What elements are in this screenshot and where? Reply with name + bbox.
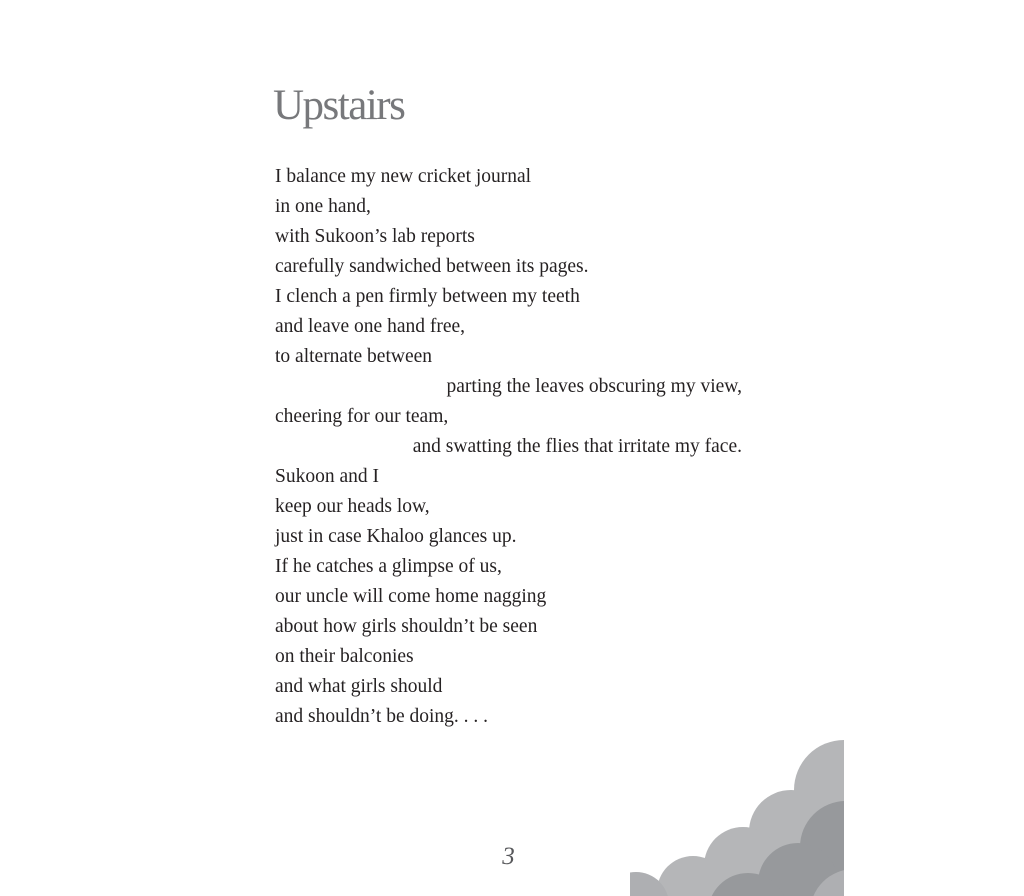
poem-line: carefully sandwiched between its pages. — [275, 256, 589, 277]
poem-line: on their balconies — [275, 646, 414, 667]
poem-line: cheering for our team, — [275, 406, 449, 427]
poem-line: to alternate between — [275, 346, 432, 367]
poem-line: I clench a pen firmly between my teeth — [275, 286, 580, 307]
poem-line: If he catches a glimpse of us, — [275, 556, 502, 577]
poem-line: in one hand, — [275, 196, 371, 217]
page-number: 3 — [502, 843, 515, 870]
poem-line: our uncle will come home nagging — [275, 586, 547, 607]
poem-line: just in case Khaloo glances up. — [275, 526, 517, 547]
poem-line: and shouldn’t be doing. . . . — [275, 706, 489, 727]
poem-title: Upstairs — [273, 82, 405, 129]
poem-line: keep our heads low, — [275, 496, 430, 517]
poem-body — [275, 162, 742, 732]
poem-line: Sukoon and I — [275, 466, 379, 487]
cloud-corner-ornament-icon — [630, 735, 844, 896]
poem-line: with Sukoon’s lab reports — [275, 226, 475, 247]
poem-line-indented: and swatting the flies that irritate my face. — [412, 436, 742, 457]
poem-line: and what girls should — [275, 676, 443, 697]
poem-line: and leave one hand free, — [275, 316, 466, 337]
poem-line: I balance my new cricket journal — [275, 166, 532, 187]
poem-line-indented: parting the leaves obscuring my view, — [446, 376, 742, 397]
poem-line: about how girls shouldn’t be seen — [275, 616, 538, 637]
